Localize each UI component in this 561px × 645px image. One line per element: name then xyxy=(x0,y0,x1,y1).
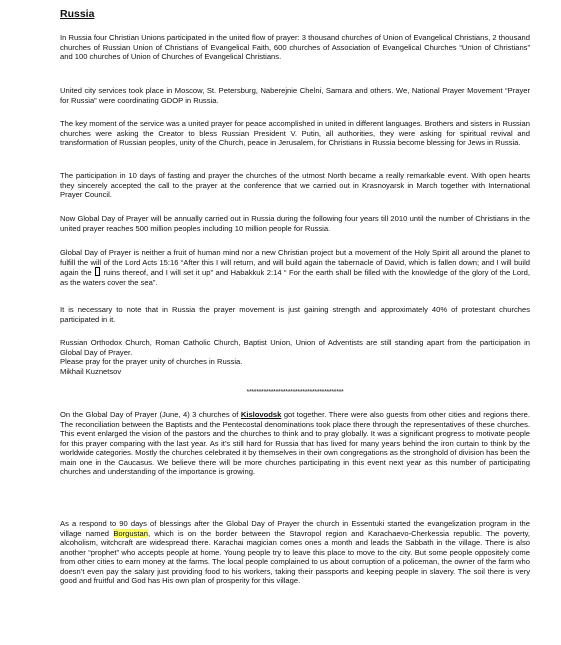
borgustan-intro: As a respond to 90 days of blessings after the Global Day of Prayer the church in Essentuki started the evangelization program in the village named xyxy=(60,519,530,538)
borgustan-body: , which is on the border between the Stavropol region and Karachaevo-Cherkessia republic. The poverty, alcoholism, witchcraft are widespread there. Karachai magician comes ones a month and leads the Sabbath in the village. There is also another “prophet” who accepts people at home. Young people try to leave this place to move to the city. But some people oppositely come from other cities to earn money at the farms. The local people complained to us about corruption of a policeman, the owner of the farm who doesn’t even pay the salary just providing food to his workers, taking their passports and keeping people in slavery. The soil there is very good and fruitful and God has His own plan of prosperity for this village. xyxy=(60,528,530,585)
paragraph-city-services: United city services took place in Moscow, St. Petersburg, Naberejnie Chelni, Samara and others. We, National Prayer Movement “Prayer for Russia” were coordinating GDOP in Russia. xyxy=(60,86,530,105)
orthodox-text: Russian Orthodox Church, Roman Catholic Church, Baptist Union, Union of Adventists are still standing apart from the participation in Global Day of Prayer. xyxy=(60,338,530,357)
text-cursor-icon xyxy=(95,267,100,276)
paragraph-holy-spirit xyxy=(60,248,530,287)
kislovodsk-intro: On the Global Day of Prayer (June, 4) 3 churches of xyxy=(60,410,239,419)
paragraph-kislovodsk xyxy=(60,410,530,477)
prayer-request: Please pray for the prayer unity of churches in Russia. xyxy=(60,357,243,366)
author-signature: Mikhail Kuznetsov xyxy=(60,366,122,376)
paragraph-annual: Now Global Day of Prayer will be annually carried out in Russia during the following four years till 2010 until the number of Christians in the united prayer reaches 500 million peoples including 10 million people for Russia. xyxy=(60,214,530,233)
paragraph-unions: In Russia four Christian Unions participated in the united flow of prayer: 3 thousand churches of Union of Evangelical Christians, 2 thousand churches of Russian Union of Christians of Evangelical Faith, 600 churches of Association of Evangelical Churches “Union of Christians” and 100 churches of Union of Churches of Evangelical Christians. xyxy=(60,33,530,61)
paragraph-fasting: The participation in 10 days of fasting and prayer the churches of the utmost North became a really remarkable event. With open hearts they sincerely accepted the call to the prayer at the conference that we carried out in Krasnoyarsk in March together with International Prayer Council. xyxy=(60,171,530,199)
paragraph-holy-spirit-part1: Global Day of Prayer is neither a fruit of human mind nor a new Christian project but a movement of the Holy Spirit all around the planet to fulfill the will of the Lord Acts 15:16 “After this I will return, and will build again the tabernacle of David, which is fallen down; and I will build again the xyxy=(60,248,530,277)
paragraph-borgustan xyxy=(60,519,530,586)
city-name-kislovodsk: Kislovodsk xyxy=(240,410,282,419)
paragraph-prayer-movement: It is necessary to note that in Russia the prayer movement is just gaining strength and approximately 40% of protestant churches participated in it. xyxy=(60,305,530,324)
section-title: Russia xyxy=(60,8,95,20)
kislovodsk-body: got together. There were also guests from other cities and regions there. The reconciliation between the Baptists and the Pentecostal denominations took place there through the representatives of these churches. This event enlarged the vision of the pastors and the churches to think and to pray globally. It was a significant progress to motivate people for this prayer comparing with the last year. As it’s still hard for Russia that has lived for many years behind the iron curtain to think by the worldwide categories. Mostly the churches celebrated it by themselves in their own congregations as the stronghold of division has been the main one in the Caucasus. We believe there will be more churches participating in this event next year as this number of participating churches and understanding of the importance is growing. xyxy=(60,410,530,476)
paragraph-orthodox xyxy=(60,338,530,376)
village-name-borgustan: Borgustan xyxy=(113,528,148,538)
section-divider: **************************************** xyxy=(246,389,344,396)
paragraph-key-moment: The key moment of the service was a united prayer for peace accomplished in united in different languages. Brothers and sisters in Russian churches were asking the Creator to bless Russian President V. Putin, all authorities, they were asking for spiritual revival and transformation of Russian peoples, unity of the Church, peace in Jerusalem, for Christians in Russia become blessing for Jews in Russia. xyxy=(60,119,530,147)
paragraph-holy-spirit-part2: ruins thereof, and I will set it up” and Habakkuk 2:14 “ For the earth shall be filled with the knowledge of the glory of the Lord, as the waters cover the sea”. xyxy=(60,268,530,287)
